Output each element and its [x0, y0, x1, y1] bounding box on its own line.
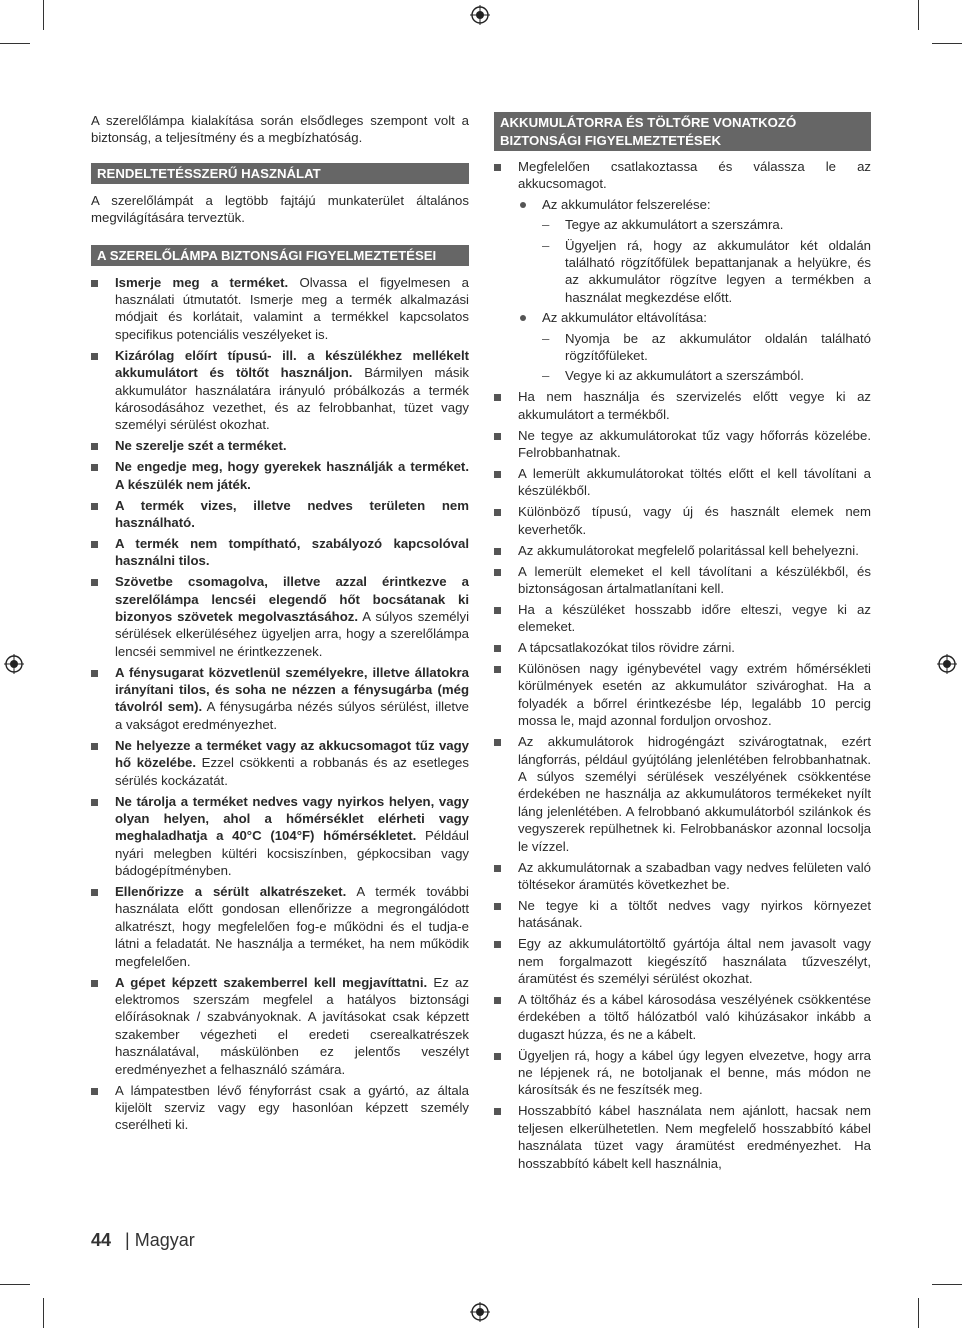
- list-item: Ellenőrizze a sérült alkatrészeket. A termék további használata előtt gondosan ellenőrizze a megrongálódott alkatrészt, hogy megfelelően fog-e működni és el tudja-e látni a feladatát. Ne használja a terméket, ha nem működik megfelelően.: [91, 883, 469, 970]
- list-item: Ne engedje meg, hogy gyerekek használják a terméket. A készülék nem játék.: [91, 458, 469, 493]
- list-item: Az akkumulátorokat megfelelő polaritással kell behelyezni.: [494, 542, 871, 559]
- section-heading-intended-use: RENDELTETÉSSZERŰ HASZNÁLAT: [91, 163, 469, 184]
- registration-mark-icon: [470, 1302, 490, 1322]
- list-item: Különösen nagy igénybevétel vagy extrém hőmérsékleti körülmények esetén az akkumulátor szivároghat. Ha a folyadék a bőrrel érintkezésbe lép, legalább 10 percig mossa le, majd azonnal forduljon orvoshoz.: [494, 660, 871, 730]
- list-item: A termék nem tompítható, szabályozó kapcsolóval használni tilos.: [91, 535, 469, 570]
- language-label: | Magyar: [125, 1230, 195, 1250]
- crop-mark: [918, 0, 919, 30]
- list-item: Ne szerelje szét a terméket.: [91, 437, 469, 454]
- sub-list-item: Az akkumulátor felszerelése: – Tegye az akkumulátort a szerszámra. – Ügyeljen rá, hogy az akkumulátor két oldalán található rögzítőfülek bepattanjanak a helyükre, és az akkumulátor rögzítve legyen a termékben a használat megkezdése előtt.: [518, 196, 871, 306]
- list-item: Ne tegye az akkumulátorokat tűz vagy hőforrás közelébe. Felrobbanhatnak.: [494, 427, 871, 462]
- crop-mark: [932, 43, 962, 44]
- right-column: [494, 112, 871, 1175]
- step-item: – Ügyeljen rá, hogy az akkumulátor két oldalán található rögzítőfülek bepattanjanak a helyükre, és az akkumulátor rögzítve legyen a termékben a használat megkezdése előtt.: [542, 237, 871, 307]
- page-number: 44: [91, 1230, 112, 1250]
- list-item: A gépet képzett szakemberrel kell megjavíttatni. Ez az elektromos szerszám megfelel a hatályos biztonsági előírásoknak / szabványoknak. A javításokat csak képzett szakember végezheti el eredeti cserealkatrészek használatával, máskülönben ez jelentős veszélyt eredményezhet a felhasználó számára.: [91, 974, 469, 1078]
- section-heading-battery-safety: AKKUMULÁTORRA ÉS TÖLTŐRE VONATKOZÓ BIZTONSÁGI FIGYELMEZTETÉSEK: [494, 112, 871, 151]
- list-item: Hosszabbító kábel használata nem ajánlott, hacsak nem teljesen elkerülhetetlen. Nem megfelelő hosszabbító kábel használata tüzet vagy áramütést eredményezhet. Ha hosszabbító kábelt kell használnia,: [494, 1102, 871, 1172]
- list-item: A lemerült akkumulátorokat töltés előtt el kell távolítani a készülékből.: [494, 465, 871, 500]
- battery-substeps: [518, 196, 871, 385]
- list-item: A tápcsatlakozókat tilos rövidre zárni.: [494, 639, 871, 656]
- crop-mark: [43, 1298, 44, 1328]
- list-item: Szövetbe csomagolva, illetve azzal érintkezve a szerelőlámpa lencséi elegendő hőt bocsátanak ki bizonyos szövetek megolvasztásához. A súlyos személyi sérülések elkerüléséhez ügyeljen arra, hogy a szerelőlámpa lencséi semmivel ne érintkezzenek.: [91, 573, 469, 660]
- registration-mark-icon: [937, 654, 957, 674]
- mount-steps: [542, 216, 871, 306]
- sub-list-item: Az akkumulátor eltávolítása: – Nyomja be az akkumulátor oldalán található rögzítőfüleket. – Vegye ki az akkumulátort a szerszámból.: [518, 309, 871, 385]
- page-footer: [91, 1230, 195, 1251]
- list-item: A termék vizes, illetve nedves területen nem használható.: [91, 497, 469, 532]
- list-item: Az akkumulátorok hidrogéngázt szivárogtatnak, ezért lángforrás, például gyújtóláng jelenlétében felrobbanhatnak. A súlyos személyi sérülések veszélyének csökkentése érdekében ne használja az akkumulátoros termékeket nyílt láng jelenlétében. A felrobbanó akkumulátorból szilánkok és vegyszerek repülhetnek ki. Felrobbanáskor azonnal locsolja le vízzel.: [494, 733, 871, 855]
- list-item: Ne tárolja a terméket nedves vagy nyirkos helyen, vagy olyan helyen, ahol a hőmérséklet elérheti vagy meghaladhatja a 40°C (104°F) hőmérsékletet. Például nyári melegben kültéri kocsiszínben, gépkocsiban vagy bádogépítményben.: [91, 793, 469, 880]
- list-item: Ügyeljen rá, hogy a kábel úgy legyen elvezetve, hogy arra ne lépjenek rá, ne botoljanak el benne, más módon ne károsítsák és ne feszítsék meg.: [494, 1047, 871, 1099]
- list-item: Kizárólag előírt típusú- ill. a készülékhez mellékelt akkumulátort és töltőt használjon. Bármilyen másik akkumulátor használatára irányuló próbálkozás a termék károsodásához vezethet, és az felrobbanhat, tüzet vagy személyi sérülést okozhat.: [91, 347, 469, 434]
- intended-use-paragraph: A szerelőlámpát a legtöbb fajtájú munkaterület általános megvilágítására terveztük.: [91, 192, 469, 226]
- step-item: – Nyomja be az akkumulátor oldalán található rögzítőfüleket.: [542, 330, 871, 365]
- list-item: A lámpatestben lévő fényforrást csak a gyártó, az általa kijelölt szerviz vagy egy hasonlóan képzett személy cserélheti ki.: [91, 1082, 469, 1134]
- step-item: – Vegye ki az akkumulátort a szerszámból.: [542, 367, 871, 384]
- crop-mark: [918, 1298, 919, 1328]
- section-heading-lamp-safety: A SZERELŐLÁMPA BIZTONSÁGI FIGYELMEZTETÉSEI: [91, 245, 469, 266]
- list-item: Egy az akkumulátortöltő gyártója által nem javasolt vagy nem forgalmazott kiegészítő használata tűzveszélyt, áramütést és személyi sérülést okozhat.: [494, 935, 871, 987]
- crop-mark: [932, 1284, 962, 1285]
- intro-paragraph: A szerelőlámpa kialakítása során elsődleges szempont volt a biztonság, a teljesítmény és a megbízhatóság.: [91, 113, 469, 146]
- list-item: Ha a készüléket hosszabb időre elteszi, vegye ki az elemeket.: [494, 601, 871, 636]
- crop-mark: [0, 43, 30, 44]
- battery-safety-list: [494, 158, 871, 1172]
- list-item: Ne helyezze a terméket vagy az akkucsomagot tűz vagy hő közelébe. Ezzel csökkenti a robbanás és az esetleges sérülés kockázatát.: [91, 737, 469, 789]
- list-item: A fénysugarat közvetlenül személyekre, illetve állatokra irányítani tilos, és soha ne nézzen a fénysugárba (még távolról sem). A fénysugárba nézés súlyos sérülést, illetve a vakságot eredményezhet.: [91, 664, 469, 734]
- registration-mark-icon: [470, 5, 490, 25]
- lamp-safety-list: [91, 274, 469, 1134]
- list-item: Ha nem használja és szervizelés előtt vegye ki az akkumulátort a termékből.: [494, 388, 871, 423]
- step-item: – Tegye az akkumulátort a szerszámra.: [542, 216, 871, 233]
- crop-mark: [43, 0, 44, 30]
- list-item: A töltőház és a kábel károsodása veszélyének csökkentése érdekében a töltő hálózatból való kihúzásakor inkább a dugaszt húzza, és ne a kábelt.: [494, 991, 871, 1043]
- crop-mark: [0, 1284, 30, 1285]
- list-item: A lemerült elemeket el kell távolítani a készülékből, és biztonságosan ártalmatlanítani kell.: [494, 563, 871, 598]
- list-item: Ne tegye ki a töltőt nedves vagy nyirkos környezet hatásának.: [494, 897, 871, 932]
- list-item: Az akkumulátornak a szabadban vagy nedves felületen való töltésekor áramütés következhet be.: [494, 859, 871, 894]
- list-item: Különböző típusú, vagy új és használt elemek nem keverhetők.: [494, 503, 871, 538]
- remove-steps: [542, 330, 871, 385]
- registration-mark-icon: [4, 654, 24, 674]
- left-column: [91, 112, 469, 1137]
- list-item: Megfelelően csatlakoztassa és válassza le az akkucsomagot. Az akkumulátor felszerelése: – Tegye az akkumulátort a szerszámra. – Ügyeljen rá, hogy az akkumulátor két oldalán található rögzítőfülek bepattanjanak a helyükre, és az akkumulátor rögzítve legyen a termékben a használat megkezdése előtt. Az akkumulátor eltávolítása: – Nyomja be az akkumulátor oldalán található rögzítőfüleket. – Vegye ki az akkumulátort a szerszámból.: [494, 158, 871, 385]
- list-item: Ismerje meg a terméket. Olvassa el figyelmesen a használati útmutatót. Ismerje meg a termék alkalmazási módjait és korlátait, valamint a termékkel kapcsolatos specifikus potenciális veszélyeket is.: [91, 274, 469, 344]
